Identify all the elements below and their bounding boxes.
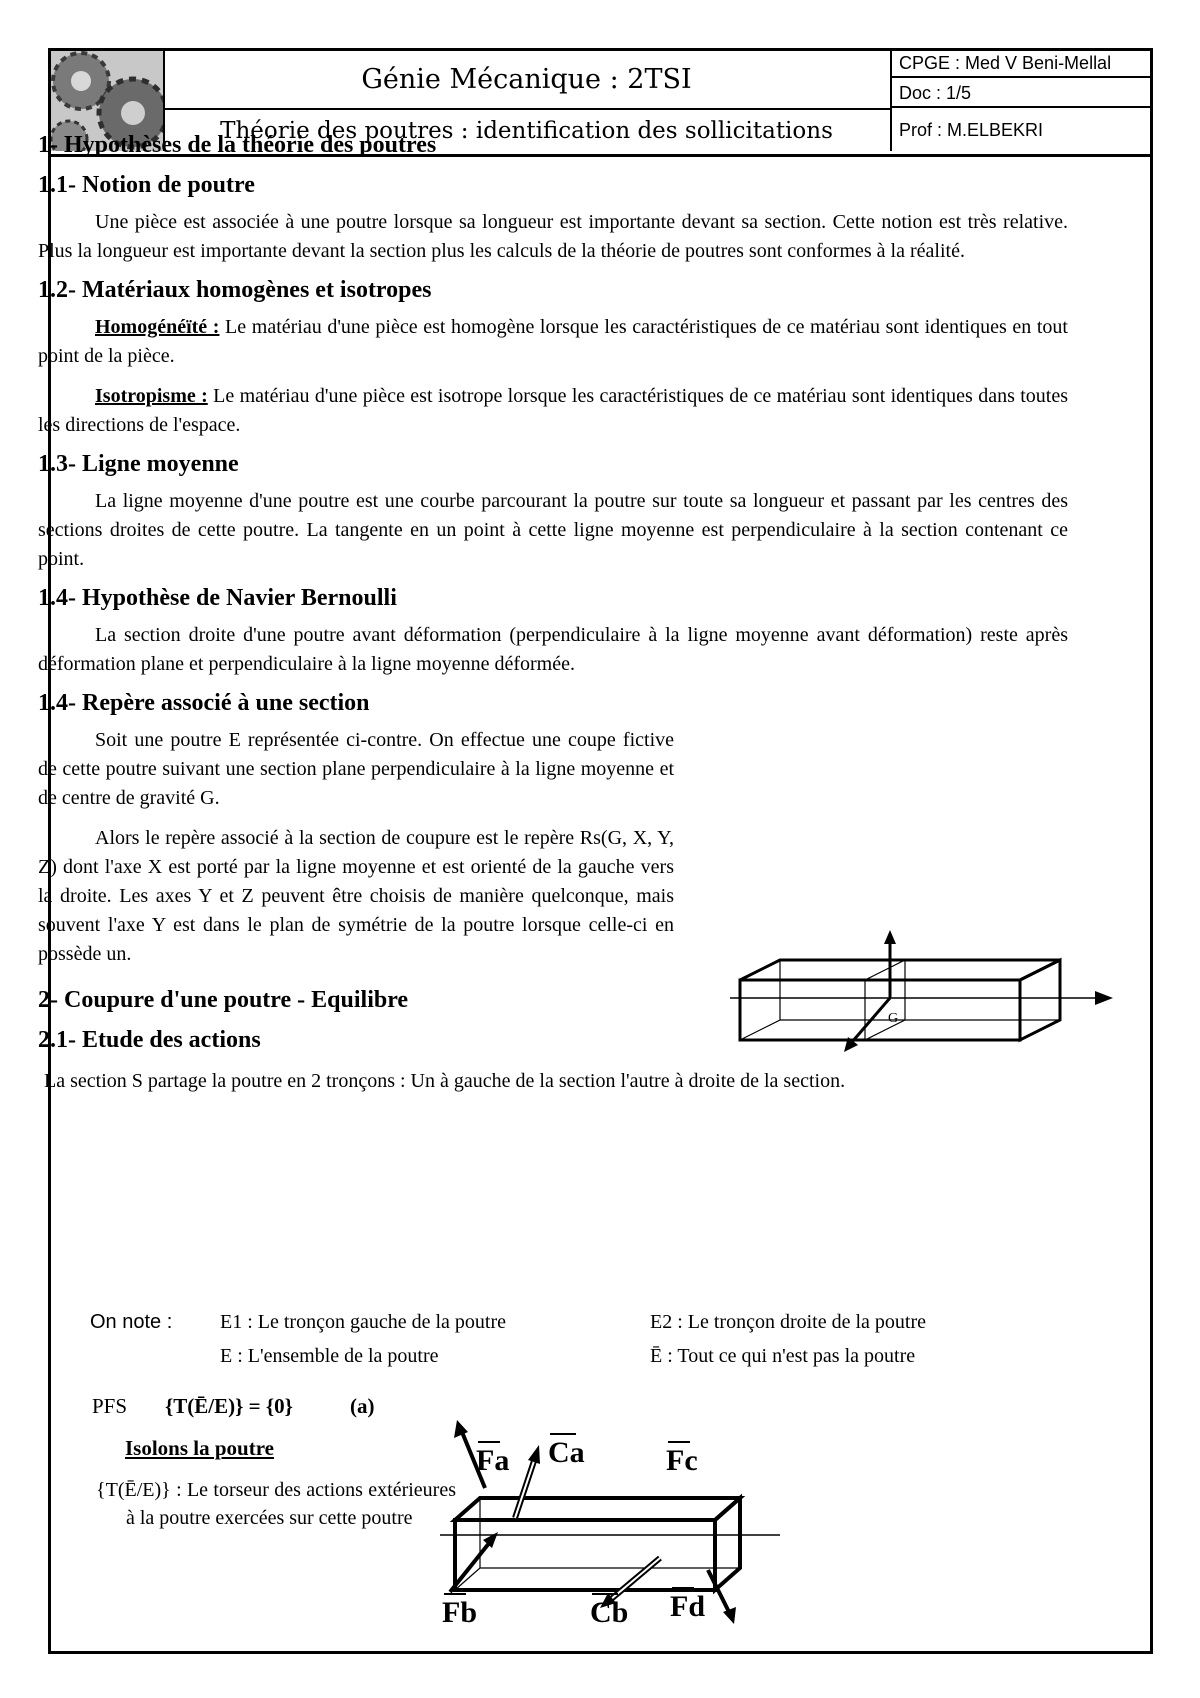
force-label-cb: Cb <box>590 1596 629 1629</box>
e2-definition: E2 : Le tronçon droite de la poutre <box>650 1311 927 1333</box>
section-1-1-text: Une pièce est associée à une poutre lorsque sa longueur est importante devant sa section. Cette notion est très relative. Plus la longueur est importante devant la section plus les calculs de la théorie de poutres sont conformes à la réalité. <box>38 211 1068 262</box>
homogeneite-paragraph <box>38 313 1068 371</box>
section-1-3-text: La ligne moyenne d'une poutre est une courbe parcourant la poutre sur toute sa longueur et passant par les centres des sections droites de cette poutre. La tangente en un point à cette ligne moyenne est perpendiculaire à la section contenant ce point. <box>38 490 1068 570</box>
prof-label: Prof : M.ELBEKRI <box>899 120 1044 140</box>
pfs-equation: {T(Ē/E)} = {0} <box>165 1394 293 1418</box>
torseur-text: {T(Ē/E)} : Le torseur des actions extérieures à la poutre exercées sur cette poutre <box>96 1479 456 1529</box>
section-2-title: 2- Coupure d'une poutre - Equilibre <box>38 987 409 1013</box>
isolons-label: Isolons la poutre <box>125 1436 274 1460</box>
section-1-4-text: La section droite d'une poutre avant déformation (perpendiculaire à la ligne moyenne avant déformation) reste après déformation plane et perpendiculaire à la ligne moyenne déformée. <box>38 624 1068 675</box>
beam-front <box>455 1520 715 1590</box>
force-label-fb: Fb <box>442 1596 478 1629</box>
section-2-1-title: 2.1- Etude des actions <box>38 1027 261 1053</box>
section-1-title: 1- Hypothèses de la théorie des poutres <box>38 132 437 158</box>
beam-top <box>455 1498 740 1520</box>
force-label-fa: Fa <box>476 1444 510 1477</box>
e1-definition: E1 : Le tronçon gauche de la poutre <box>220 1311 506 1333</box>
section-1-1-title: 1.1- Notion de poutre <box>38 172 255 198</box>
homogeneite-text: Le matériau d'une pièce est homogène lorsque les caractéristiques de ce matériau sont identiques en tout point de la pièce. <box>38 316 1068 367</box>
pfs-ref: (a) <box>350 1394 375 1418</box>
cut-section <box>865 960 905 1040</box>
point-g-label: G <box>888 1011 899 1026</box>
force-label-ca: Ca <box>548 1436 585 1469</box>
section-1-4-title: 1.4- Hypothèse de Navier Bernoulli <box>38 585 397 611</box>
homogeneite-keyword: Homogénéïté : <box>95 316 220 338</box>
isotropisme-paragraph <box>38 382 1068 440</box>
section-1-3-title: 1.3- Ligne moyenne <box>38 451 239 477</box>
beam-end-face <box>1020 960 1060 1040</box>
on-note-label: On note : <box>90 1311 173 1333</box>
force-label-fd: Fd <box>670 1590 706 1623</box>
section-1-2-title: 1.2- Matériaux homogènes et isotropes <box>38 277 432 303</box>
pfs-label: PFS <box>92 1394 128 1418</box>
section-2-1-intro: La section S partage la poutre en 2 tronçons : Un à gauche de la section l'autre à droite de la section. <box>44 1070 846 1092</box>
beam-section-figure <box>730 930 1130 1070</box>
isotropisme-text: Le matériau d'une pièce est isotrope lorsque les caractéristiques de ce matériau sont identiques dans toutes les directions de l'espace. <box>38 385 1068 436</box>
doc-label: Doc : 1/5 <box>892 80 1153 108</box>
beam-forces-figure <box>440 1420 800 1650</box>
school-label: CPGE : Med V Beni-Mellal <box>892 51 1153 78</box>
isotropisme-keyword: Isotropisme : <box>95 385 208 407</box>
section-1-5-p1: Soit une poutre E représentée ci-contre. On effectue une coupe fictive de cette poutre suivant une section plane perpendiculaire à la ligne moyenne et de centre de gravité G. <box>38 729 674 809</box>
force-label-fc: Fc <box>666 1444 698 1477</box>
beam-end <box>715 1498 740 1590</box>
x-axis-arrowhead <box>1095 991 1113 1005</box>
section-1-5-title: 1.4- Repère associé à une section <box>38 690 370 716</box>
beam-hidden-edges <box>740 960 780 1040</box>
header-title: Génie Mécanique : 2TSI <box>163 51 892 110</box>
section-1-5-p2: Alors le repère associé à la section de coupure est le repère Rs(G, X, Y, Z) dont l'axe X est porté par la ligne moyenne et est orienté de la gauche vers la droite. Les axes Y et Z peuvent être choisis de manière quelconque, mais souvent l'axe Y est dans le plan de symétrie de la poutre lorsque celle-ci en possède un. <box>38 827 674 965</box>
header-subtitle: Théorie des poutres : identification des sollicitations <box>163 110 892 151</box>
ebar-definition: Ē : Tout ce qui n'est pas la poutre <box>650 1345 916 1367</box>
e-definition: E : L'ensemble de la poutre <box>220 1345 439 1367</box>
